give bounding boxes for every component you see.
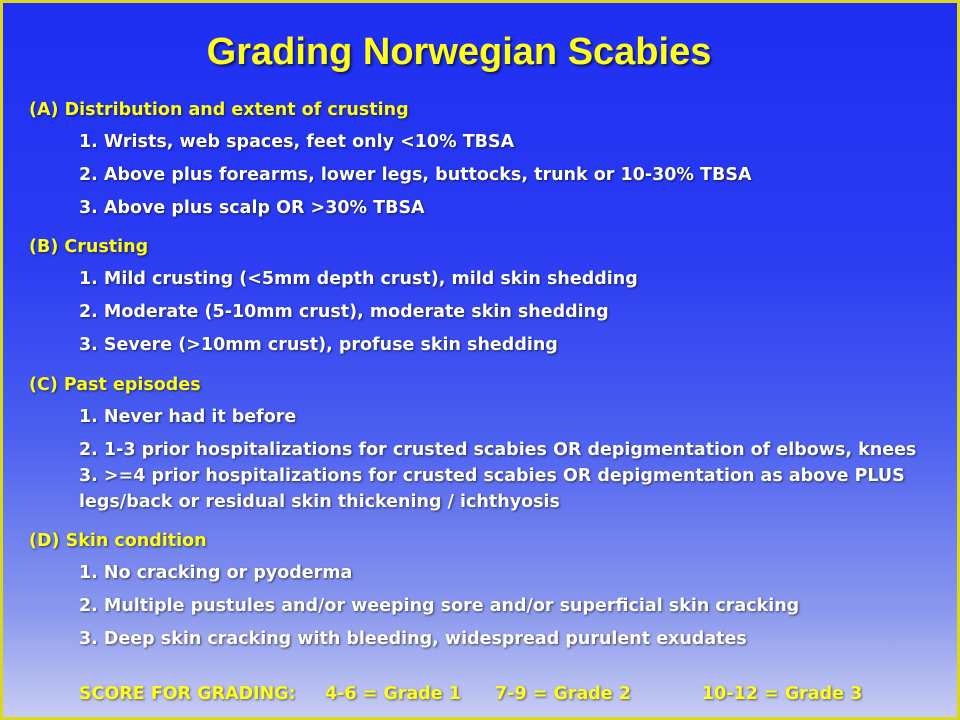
score-grade-1: 4-6 = Grade 1: [325, 684, 461, 704]
section-c-item-3-cont: legs/back or residual skin thickening / ichthyosis: [79, 492, 560, 512]
section-b-item-3: 3. Severe (>10mm crust), profuse skin shedding: [79, 335, 558, 355]
score-label: SCORE FOR GRADING:: [79, 684, 296, 704]
section-d-item-3: 3. Deep skin cracking with bleeding, widespread purulent exudates: [79, 629, 747, 649]
section-a-item-1: 1. Wrists, web spaces, feet only <10% TBSA: [79, 132, 515, 152]
section-a-item-3: 3. Above plus scalp OR >30% TBSA: [79, 198, 425, 218]
section-b-item-1: 1. Mild crusting (<5mm depth crust), mild skin shedding: [79, 269, 638, 289]
section-d-item-2: 2. Multiple pustules and/or weeping sore and/or superficial skin cracking: [79, 596, 800, 616]
slide-title: Grading Norwegian Scabies: [206, 31, 712, 73]
section-a-item-2: 2. Above plus forearms, lower legs, buttocks, trunk or 10-30% TBSA: [79, 165, 752, 185]
section-b-item-2: 2. Moderate (5-10mm crust), moderate skin shedding: [79, 302, 609, 322]
section-c-item-1: 1. Never had it before: [79, 407, 297, 427]
score-grade-2: 7-9 = Grade 2: [495, 684, 631, 704]
section-d-item-1: 1. No cracking or pyoderma: [79, 563, 353, 583]
section-d-header: (D) Skin condition: [29, 531, 207, 551]
score-grade-3: 10-12 = Grade 3: [702, 684, 863, 704]
section-b-header: (B) Crusting: [29, 237, 149, 257]
section-a-header: (A) Distribution and extent of crusting: [29, 100, 409, 120]
section-c-item-3: 3. >=4 prior hospitalizations for crusted scabies OR depigmentation as above PLUS: [79, 466, 905, 486]
section-c-item-2: 2. 1-3 prior hospitalizations for crusted scabies OR depigmentation of elbows, knees: [79, 440, 917, 460]
section-c-header: (C) Past episodes: [29, 375, 201, 395]
